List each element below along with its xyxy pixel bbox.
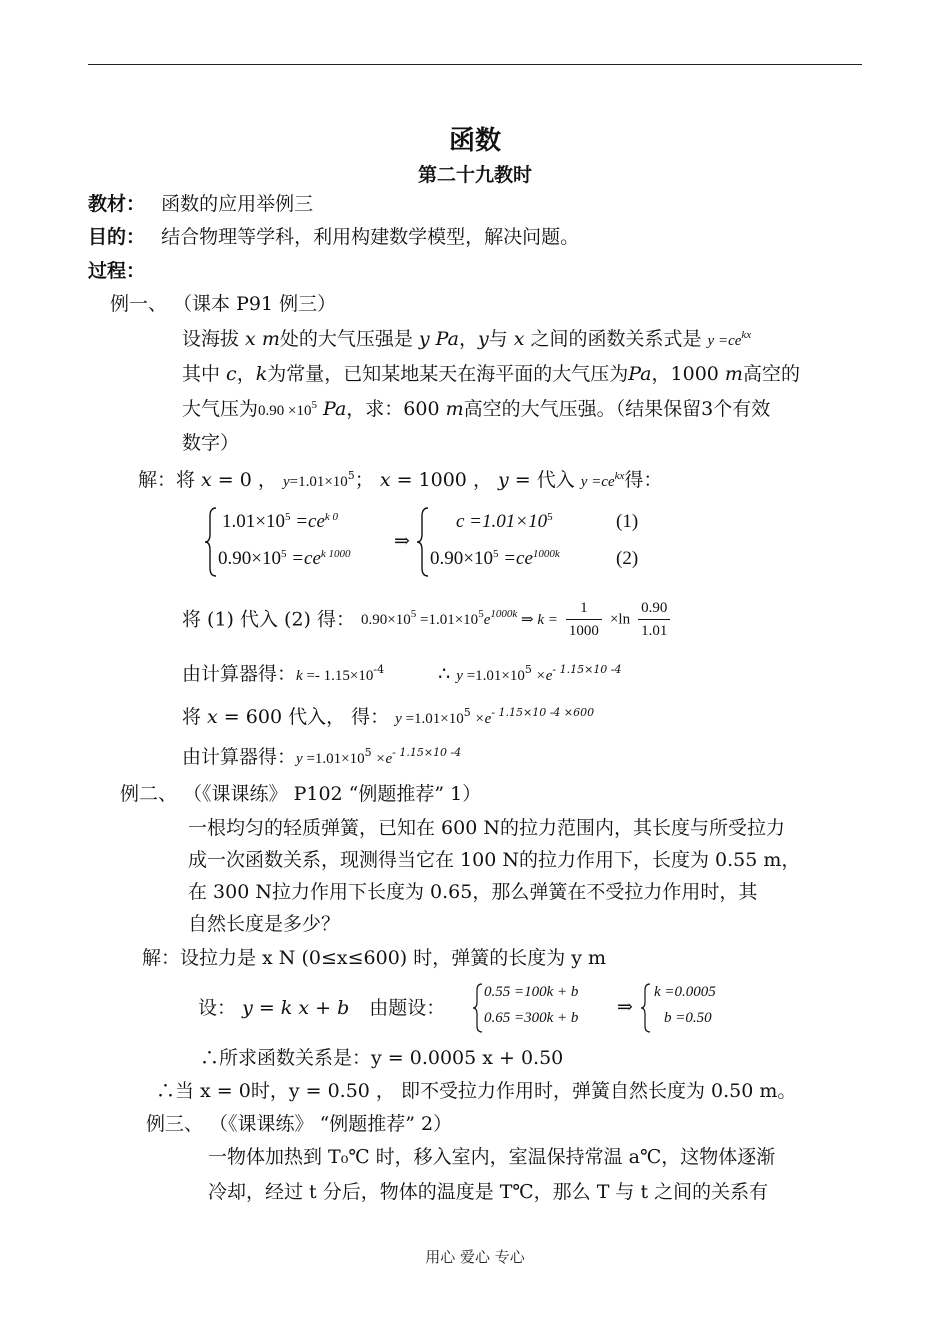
- var-y: y: [456, 668, 463, 684]
- formula: [580, 470, 625, 490]
- unit-pa: Pa: [628, 363, 652, 385]
- example1-line4: 数字）: [182, 432, 240, 454]
- example2-line1: 一根均匀的轻质弹簧，已知在 600 N的拉力范围内，其长度与所受拉力: [188, 817, 785, 839]
- exp: - 1.15×10 -4 ×600: [491, 706, 595, 719]
- given-eq2: 0.65 =300k + b: [484, 1010, 579, 1026]
- example2-line4: 自然长度是多少？: [188, 913, 341, 935]
- text: 为常量，已知某地某天在海平面的大气压为: [267, 363, 629, 385]
- value: =1.01×10: [289, 474, 348, 490]
- numerator: 1: [566, 598, 602, 620]
- left-brace: [204, 506, 218, 578]
- denominator: 1.01: [641, 623, 668, 639]
- var-y: y: [296, 751, 303, 767]
- left-brace: [472, 982, 484, 1034]
- lesson-number: 第二十九教时: [417, 164, 532, 186]
- calc-k-line: [182, 662, 622, 688]
- eq-rhs: =ce: [498, 548, 533, 569]
- eq-part: 0.90×10: [361, 611, 411, 628]
- formula-exp: kx: [741, 329, 752, 341]
- eq-lhs: 0.90×10: [218, 548, 281, 569]
- var-x: x: [201, 469, 212, 491]
- eq-body: c =1.01×10: [456, 511, 548, 532]
- system2-eq2: [430, 548, 560, 570]
- unit-pa: Pa: [323, 398, 347, 420]
- example3-line1: 一物体加热到 T₀℃ 时，移入室内，室温保持常温 a℃，这物体逐渐: [208, 1146, 776, 1168]
- example2-heading: 例二、 （《课课练》 P102 “例题推荐” 1）: [120, 783, 482, 805]
- exp: 5: [410, 607, 417, 620]
- text: 设：: [198, 997, 237, 1019]
- exp: 5: [492, 548, 499, 560]
- denominator: 1000: [568, 623, 599, 639]
- example2-line2: 成一次函数关系，现测得当它在 100 N的拉力作用下，长度为 0.55 m，: [188, 849, 801, 871]
- text: 高空的: [742, 363, 800, 385]
- pressure-value: [258, 399, 317, 419]
- fraction-ratio: [638, 598, 670, 641]
- var-k: k: [255, 363, 268, 385]
- process-label: 过程：: [88, 260, 146, 282]
- var-x: x: [245, 328, 256, 350]
- var-k: k: [296, 668, 303, 684]
- formula-y: y: [580, 474, 588, 490]
- example1-line1: [182, 327, 751, 353]
- linear-model: y = k x + b: [242, 997, 350, 1019]
- example2-conclusion1: ∴所求函数关系是：y = 0.0005 x + 0.50: [200, 1047, 564, 1069]
- unit-m: m: [724, 363, 743, 385]
- text: ，: [236, 363, 256, 385]
- text: = 代入: [508, 469, 581, 491]
- eq-rhs: =ce: [290, 511, 325, 532]
- text: 其中: [182, 363, 227, 385]
- exp: - 1.15×10 -4: [552, 663, 622, 676]
- text: ，求：600: [346, 398, 446, 420]
- given-eq1: 0.55 =100k + b: [484, 984, 579, 1000]
- value: =1.01×10: [302, 751, 365, 767]
- left-brace: [416, 506, 430, 578]
- text: = 1000 ，: [390, 469, 498, 491]
- text: 由计算器得：: [182, 663, 297, 685]
- exp: 5: [347, 469, 355, 482]
- exp: 5: [280, 548, 287, 560]
- implies-arrow: ⇒: [517, 611, 538, 628]
- unit-m: m: [445, 398, 464, 420]
- e-symbol: e: [483, 611, 491, 628]
- example2-line3: 在 300 N拉力作用下长度为 0.65，那么弹簧在不受拉力作用时，其: [188, 881, 758, 903]
- equation-label-2: (2): [616, 548, 639, 569]
- header-rule: [88, 64, 862, 65]
- value: =1.01×10: [401, 711, 464, 727]
- var-y: y: [497, 469, 509, 491]
- exp: 5: [284, 511, 291, 523]
- exp: - 1.15×10 -4: [392, 746, 462, 759]
- exp: 5: [547, 511, 553, 523]
- unit-pa: Pa: [435, 328, 459, 350]
- var-y: y: [282, 474, 290, 490]
- var-c: c: [226, 363, 237, 385]
- text: 得：: [624, 469, 663, 491]
- material-text: 函数的应用举例三: [161, 193, 314, 215]
- exp: 5: [364, 746, 372, 759]
- example1-line3: [182, 397, 770, 423]
- eq-part: =1.01×10: [416, 611, 479, 628]
- text: = 0 ，: [211, 469, 283, 491]
- exp: 5: [478, 607, 484, 620]
- exp: k 0: [324, 511, 339, 523]
- substitute-600-line: [182, 705, 594, 731]
- ln-symbol: ×ln: [609, 611, 631, 628]
- var-y: y: [395, 711, 402, 727]
- e-symbol: ×e: [531, 668, 553, 684]
- formula-body: =ce: [717, 333, 742, 349]
- example1-heading: 例一、 （课本 P91 例三）: [110, 293, 337, 315]
- substitution-line: [182, 598, 672, 641]
- example2-solution: 解：设拉力是 x N (0≤x≤600) 时，弹簧的长度为 y m: [142, 947, 607, 969]
- text: 之间的函数关系式是: [524, 328, 708, 350]
- value: =1.01×10: [462, 668, 525, 684]
- exp: 5: [463, 706, 471, 719]
- page-footer: 用心 爱心 专心: [425, 1248, 525, 1266]
- example1-line2: [182, 362, 800, 386]
- result-b: b =0.50: [664, 1010, 712, 1026]
- text: 由题设：: [369, 997, 446, 1019]
- eq-rhs: =ce: [286, 548, 321, 569]
- var-y: y: [418, 328, 430, 350]
- text: ；: [354, 469, 380, 491]
- text: = 600 代入， 得：: [217, 706, 390, 728]
- therefore-symbol: ∴: [438, 663, 457, 685]
- text: 将: [182, 706, 208, 728]
- text: 设海拔: [182, 328, 246, 350]
- text: 由计算器得：: [182, 746, 297, 768]
- unit-m: m: [261, 328, 280, 350]
- var-k: k =: [537, 611, 558, 628]
- material-label: 教材：: [88, 193, 146, 215]
- sub-equation: [361, 607, 558, 628]
- system2-eq1: [456, 511, 553, 533]
- pressure-mantissa: 0.90 ×10: [258, 403, 312, 419]
- calc-y-line: [182, 745, 461, 771]
- exp: 5: [524, 663, 532, 676]
- var-x: x: [207, 706, 218, 728]
- text: 解：将: [138, 469, 202, 491]
- text: 高空的大气压强。（结果保留3个有效: [463, 398, 771, 420]
- exp: k 1000: [320, 548, 351, 560]
- page-title: 函数: [448, 126, 501, 156]
- text: ，1000: [651, 363, 725, 385]
- exp: -4: [373, 663, 385, 676]
- implies-arrow: ⇒: [394, 531, 410, 552]
- goal-row: [88, 225, 579, 249]
- exp: 1000k: [532, 548, 560, 560]
- material-row: [88, 192, 313, 216]
- formula-exp: kx: [614, 470, 625, 482]
- text: 大气压为: [182, 398, 259, 420]
- system1-eq2: [218, 548, 351, 570]
- formula: [707, 329, 752, 349]
- eq-lhs: 1.01×10: [222, 511, 285, 532]
- pressure-exp: 5: [311, 399, 317, 411]
- implies-arrow: ⇒: [617, 997, 633, 1018]
- var-x: x: [379, 469, 391, 491]
- formula-y: y: [707, 333, 715, 349]
- example3-heading: 例三、 （《课课练》 “例题推荐” 2）: [146, 1113, 453, 1135]
- left-brace: [640, 982, 652, 1034]
- exp: 1000k: [490, 607, 518, 620]
- example2-conclusion2: ∴当 x = 0时，y = 0.50 ， 即不受拉力作用时，弹簧自然长度为 0.50 m。: [156, 1080, 797, 1102]
- text: 与: [488, 328, 514, 350]
- value: =- 1.15×10: [302, 668, 374, 684]
- equation-label-1: (1): [616, 511, 639, 532]
- formula-body: =ce: [591, 474, 615, 490]
- numerator: 0.90: [638, 598, 670, 620]
- e-symbol: ×e: [470, 711, 492, 727]
- var-y: y: [477, 328, 489, 350]
- system1-eq1: [222, 511, 338, 533]
- goal-label: 目的：: [88, 226, 146, 248]
- text: 将 (1) 代入 (2) 得：: [182, 608, 355, 631]
- goal-text: 结合物理等学科，利用构建数学模型，解决问题。: [161, 226, 580, 248]
- result-k: k =0.0005: [654, 984, 716, 1000]
- example1-solution-lead: [138, 468, 662, 494]
- text: ，: [458, 328, 478, 350]
- e-symbol: ×e: [371, 751, 393, 767]
- eq-lhs: 0.90×10: [430, 548, 493, 569]
- example3-line2: 冷却，经过 t 分后，物体的温度是 T℃，那么 T 与 t 之间的关系有: [208, 1181, 769, 1203]
- fraction-1-over-1000: [566, 598, 602, 641]
- var-x: x: [513, 328, 525, 350]
- text: 处的大气压强是: [279, 328, 419, 350]
- example2-setup: [198, 996, 445, 1020]
